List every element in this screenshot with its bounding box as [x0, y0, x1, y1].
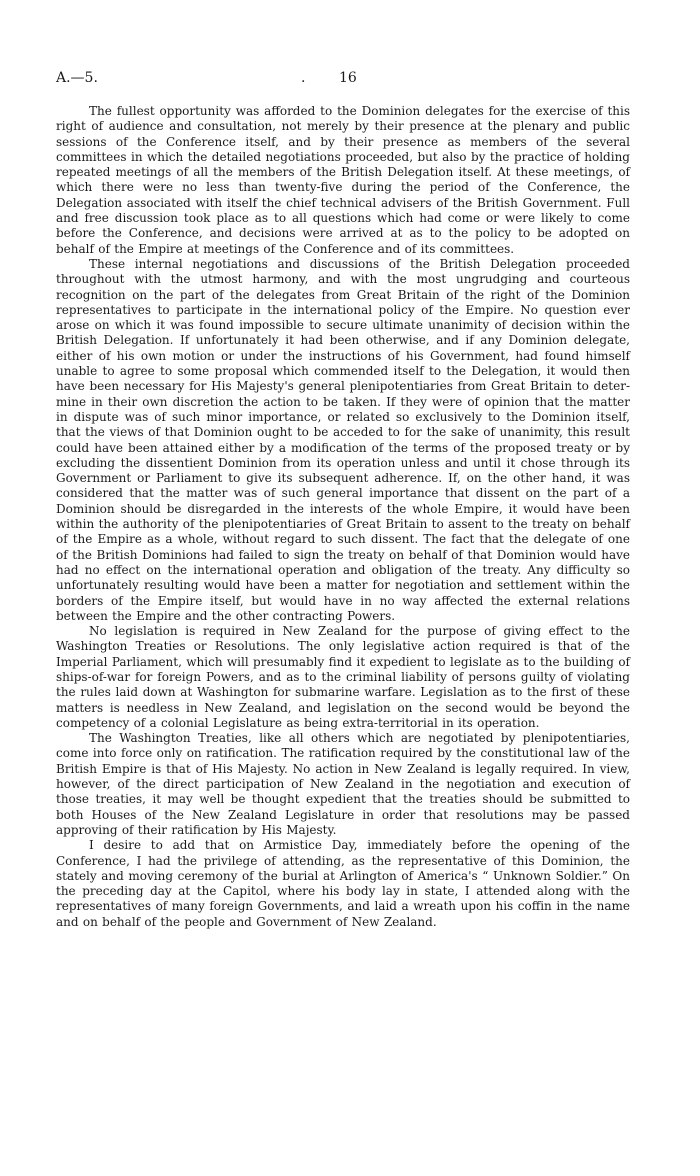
document-body	[56, 104, 630, 930]
page-number: 16	[339, 70, 357, 86]
paragraph-ratification: The Washington Treaties, like all others which are negotiated by plenipotentiaries, come into force only on ratification. The ratification required by the constitutional law of the British Empire is that of His Majesty. No action in New Zealand is legally required. In view, however, of the direct participation of New Zealand in the negotiation and execution of those treaties, it may well be thought expedient that the treaties should be submitted to both Houses of the New Zealand Legislature in order that resolutions may be passed approving of their ratification by His Majesty.	[56, 731, 630, 837]
document-page	[56, 70, 630, 930]
paragraph-legislation: No legislation is required in New Zealand for the purpose of giving effect to the Washington Treaties or Resolutions. The only legislative action required is that of the Imperial Parliament, which will presumably find it expedient to legislate as to the building of ships-of-war for foreign Powers, and as to the criminal liability of persons guilty of violating the rules laid down at Washington for submarine warfare. Legislation as to the first of these matters is needless in New Zealand, and legislation on the second would be beyond the competency of a colonial Legislature as being extra-territorial in its operation.	[56, 624, 630, 730]
paragraph-armistice-day: I desire to add that on Armistice Day, immediately before the opening of the Conference, I had the privilege of attending, as the representative of this Dominion, the stately and moving ceremony of the burial at Arlington of America's “ Unknown Soldier.” On the preceding day at the Capitol, where his body lay in state, I attended along with the representatives of many foreign Governments, and laid a wreath upon his coffin in the name and on behalf of the people and Government of New Zealand.	[56, 838, 630, 929]
document-reference: A.—5.	[56, 70, 98, 86]
page-header	[56, 70, 630, 92]
paragraph-internal-negotiations: These internal negotiations and discussions of the British Delegation proceeded throughout with the utmost harmony, and with the most ungrudging and courteous recognition on the part of the delegates from Great Britain of the right of the Dominion representatives to participate in the international policy of the Empire. No question ever arose on which it was found impossible to secure ultimate unanimity of decision within the British Delegation. If unfortunately it had been otherwise, and if any Dominion delegate, either of his own motion or under the instructions of his Government, had found himself unable to agree to some proposal which commended itself to the Delegation, it would then have been necessary for His Majesty's general plenipotentiaries from Great Britain to determine in their own discretion the action to be taken. If they were of opinion that the matter in dispute was of such minor importance, or related so exclusively to the Dominion itself, that the views of that Dominion ought to be acceded to for the sake of unanimity, this result could have been attained either by a modification of the terms of the proposed treaty or by excluding the dissentient Dominion from its operation unless and until it chose through its Government or Parliament to give its subsequent adherence. If, on the other hand, it was considered that the matter was of such general importance that dissent on the part of a Dominion should be disregarded in the interests of the whole Empire, it would have been within the authority of the plenipotentiaries of Great Britain to assent to the treaty on behalf of the Empire as a whole, without regard to such dissent. The fact that the delegate of one of the British Dominions had failed to sign the treaty on behalf of that Dominion would have had no effect on the international operation and obligation of the treaty. Any difficulty so unfortunately resulting would have been a matter for negotiation and settlement within the borders of the Empire itself, but would have in no way affected the external relations between the Empire and the other contracting Powers.	[56, 256, 630, 623]
paragraph-delegates-consultation: The fullest opportunity was afforded to the Dominion delegates for the exercise of this right of audience and consultation, not merely by their presence at the plenary and public sessions of the Conference itself, and by their presence as members of the several committees in which the detailed negotiations proceeded, but also by the practice of holding repeated meetings of all the members of the British Delegation itself. At these meetings, of which there were no less than twenty-five during the period of the Conference, the Delegation associated with itself the chief technical advisers of the British Government. Full and free discussion took place as to all questions which had come or were likely to come before the Conference, and decisions were arrived at as to the policy to be adopted on behalf of the Empire at meetings of the Conference and of its committees.	[56, 104, 630, 256]
header-separator: .	[301, 70, 306, 86]
